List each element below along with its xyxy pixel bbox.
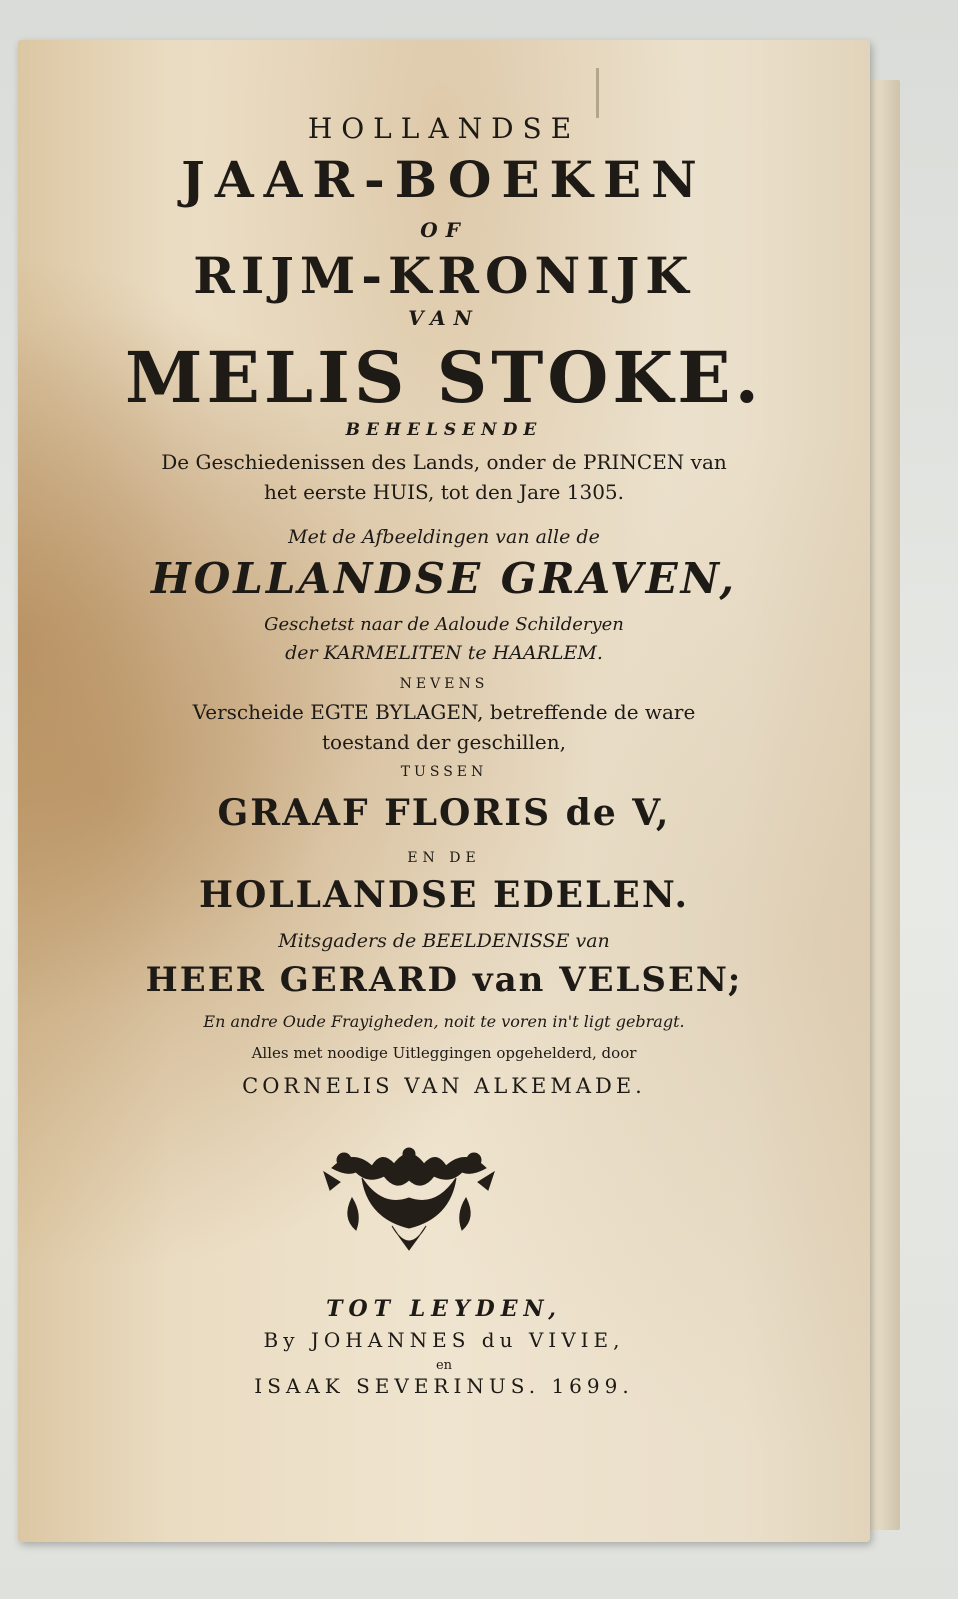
- imprint-printer-1: By JOHANNES du VIVIE,: [263, 1328, 625, 1352]
- description-line-4: Geschetst naar de Aaloude Schilderyen: [264, 614, 624, 635]
- description-line-5: der KARMELITEN te HAARLEM.: [285, 642, 603, 664]
- description-line-2: het eerste HUIS, tot den Jare 1305.: [263, 480, 625, 504]
- paper-crease: [596, 68, 599, 118]
- label-tussen: TUSSEN: [400, 764, 488, 780]
- title-line-hollandse: HOLLANDSE: [307, 112, 581, 145]
- author-name: CORNELIS VAN ALKEMADE.: [242, 1074, 646, 1098]
- title-line-of: OF: [420, 218, 468, 242]
- description-line-10: Alles met noodige Uitleggingen opgehelderd, door: [251, 1044, 637, 1062]
- description-line-3: Met de Afbeeldingen van alle de: [288, 526, 600, 548]
- heading-hollandse-graven: HOLLANDSE GRAVEN,: [151, 554, 737, 603]
- heading-graaf-floris: GRAAF FLORIS de V,: [217, 792, 671, 834]
- description-line-6: Verscheide EGTE BYLAGEN, betreffende de ware: [192, 700, 696, 724]
- imprint-conjunction: en: [435, 1358, 453, 1373]
- title-line-melis-stoke: MELIS STOKE.: [125, 336, 763, 419]
- description-line-9: En andre Oude Frayigheden, noit te voren in't ligt gebragt.: [203, 1012, 685, 1031]
- label-nevens: NEVENS: [399, 676, 489, 692]
- title-page: [18, 40, 870, 1542]
- heading-hollandse-edelen: HOLLANDSE EDELEN.: [198, 874, 689, 916]
- description-line-8: Mitsgaders de BEELDENISSE van: [278, 930, 610, 952]
- heading-gerard-van-velsen: HEER GERARD van VELSEN;: [145, 960, 743, 1000]
- title-line-van: VAN: [408, 306, 480, 330]
- imprint-printer-2-and-year: ISAAK SEVERINUS. 1699.: [254, 1374, 634, 1398]
- printers-ornament-icon: [322, 1138, 496, 1258]
- subtitle-behelsende: BEHELSENDE: [345, 420, 543, 440]
- title-line-jaar-boeken: JAAR-BOEKEN: [181, 150, 707, 209]
- label-en-de: EN DE: [407, 850, 481, 866]
- title-line-rijm-kronijk: RIJM-KRONIJK: [193, 246, 695, 305]
- description-line-1: De Geschiedenissen des Lands, onder de PRINCEN van: [161, 450, 727, 474]
- imprint-place: TOT LEYDEN,: [326, 1296, 562, 1322]
- description-line-7: toestand der geschillen,: [322, 730, 566, 754]
